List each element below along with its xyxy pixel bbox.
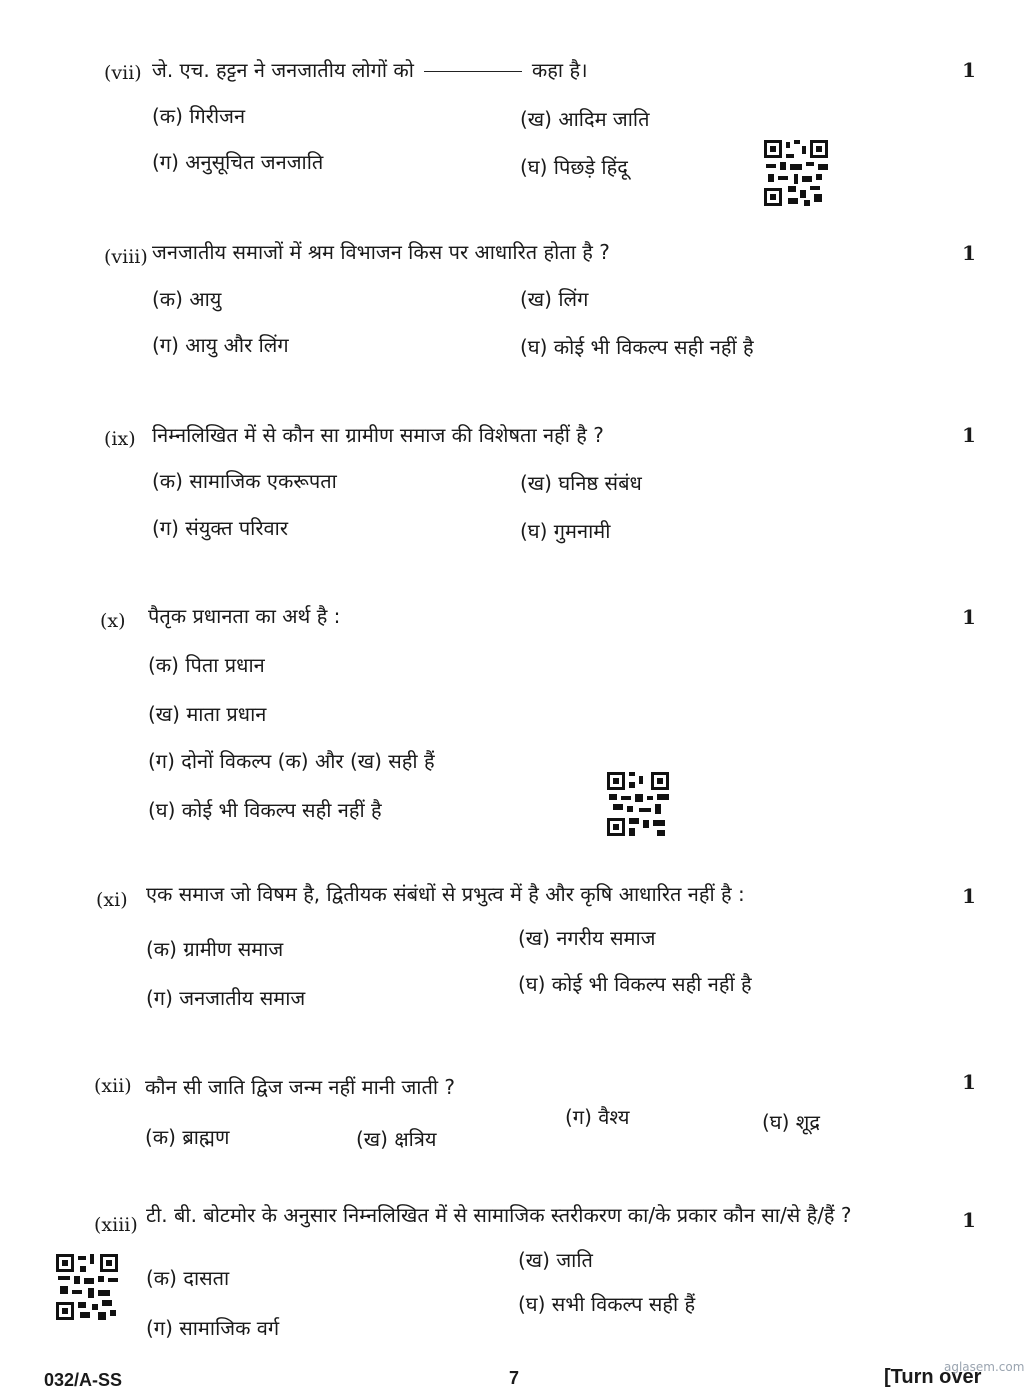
option-gha: (घ) कोई भी विकल्प सही नहीं है xyxy=(520,335,754,359)
option-ga: (ग) सामाजिक वर्ग xyxy=(146,1316,280,1340)
option-ka: (क) दासता xyxy=(146,1266,230,1290)
option-ga: (ग) जनजातीय समाज xyxy=(146,986,306,1010)
option-kha: (ख) माता प्रधान xyxy=(148,702,267,726)
question-text: जनजातीय समाजों में श्रम विभाजन किस पर आधारित होता है ? xyxy=(152,240,610,264)
question-number: (xi) xyxy=(96,889,128,911)
option-kha: (ख) जाति xyxy=(518,1248,593,1272)
option-ga: (ग) संयुक्त परिवार xyxy=(152,516,289,540)
option-gha: (घ) कोई भी विकल्प सही नहीं है xyxy=(148,798,382,822)
question-number: (viii) xyxy=(104,246,148,268)
marks: 1 xyxy=(962,58,976,82)
option-gha: (घ) पिछड़े हिंदू xyxy=(520,155,628,179)
question-text: टी. बी. बोटमोर के अनुसार निम्नलिखित में से सामाजिक स्तरीकरण का/के प्रकार कौन सा/से है/हैं ? xyxy=(146,1203,852,1227)
question-text: निम्नलिखित में से कौन सा ग्रामीण समाज की विशेषता नहीं है ? xyxy=(152,423,604,447)
marks: 1 xyxy=(962,1070,976,1094)
option-gha: (घ) कोई भी विकल्प सही नहीं है xyxy=(518,972,752,996)
option-kha: (ख) लिंग xyxy=(520,287,589,311)
marks: 1 xyxy=(962,605,976,629)
option-kha: (ख) नगरीय समाज xyxy=(518,926,656,950)
question-text: एक समाज जो विषम है, द्वितीयक संबंधों से प्रभुत्व में है और कृषि आधारित नहीं है : xyxy=(146,882,745,906)
option-gha: (घ) सभी विकल्प सही हैं xyxy=(518,1292,696,1316)
option-ka: (क) आयु xyxy=(152,287,222,311)
option-ka: (क) पिता प्रधान xyxy=(148,653,265,677)
option-ka: (क) सामाजिक एकरूपता xyxy=(152,469,337,493)
marks: 1 xyxy=(962,241,976,265)
question-number: (x) xyxy=(100,610,126,632)
question-text xyxy=(152,56,588,83)
question-text: पैतृक प्रधानता का अर्थ है : xyxy=(148,604,341,628)
option-gha: (घ) गुमनामी xyxy=(520,519,611,543)
question-text-after: कहा है। xyxy=(531,58,588,82)
turn-over-label: [Turn over xyxy=(884,1366,982,1388)
option-ga: (ग) आयु और लिंग xyxy=(152,333,289,357)
qr-code-icon xyxy=(56,1254,118,1320)
marks: 1 xyxy=(962,423,976,447)
option-ka: (क) गिरीजन xyxy=(152,104,246,128)
option-ga: (ग) अनुसूचित जनजाति xyxy=(152,150,324,174)
option-gha: (घ) शूद्र xyxy=(762,1110,821,1134)
watermark: aglasem.com xyxy=(944,1360,1025,1374)
option-ga: (ग) दोनों विकल्प (क) और (ख) सही हैं xyxy=(148,749,435,773)
question-number: (xii) xyxy=(94,1075,132,1097)
marks: 1 xyxy=(962,1208,976,1232)
option-ka: (क) ब्राह्मण xyxy=(145,1125,230,1149)
marks: 1 xyxy=(962,884,976,908)
option-kha: (ख) घनिष्ठ संबंध xyxy=(520,471,642,495)
question-text-before: जे. एच. हट्टन ने जनजातीय लोगों को xyxy=(152,58,414,82)
option-ka: (क) ग्रामीण समाज xyxy=(146,937,284,961)
question-number: (ix) xyxy=(104,428,136,450)
qr-code-icon xyxy=(764,140,828,206)
paper-code: 032/A-SS xyxy=(44,1370,123,1390)
question-text: कौन सी जाति द्विज जन्म नहीं मानी जाती ? xyxy=(145,1075,456,1099)
page-number: 7 xyxy=(509,1368,520,1388)
qr-code-icon xyxy=(607,772,669,836)
option-kha: (ख) क्षत्रिय xyxy=(356,1127,437,1151)
option-kha: (ख) आदिम जाति xyxy=(520,107,650,131)
answer-blank xyxy=(424,71,522,72)
question-number: (xiii) xyxy=(94,1214,138,1236)
question-number: (vii) xyxy=(104,62,142,84)
option-ga: (ग) वैश्य xyxy=(565,1105,630,1129)
